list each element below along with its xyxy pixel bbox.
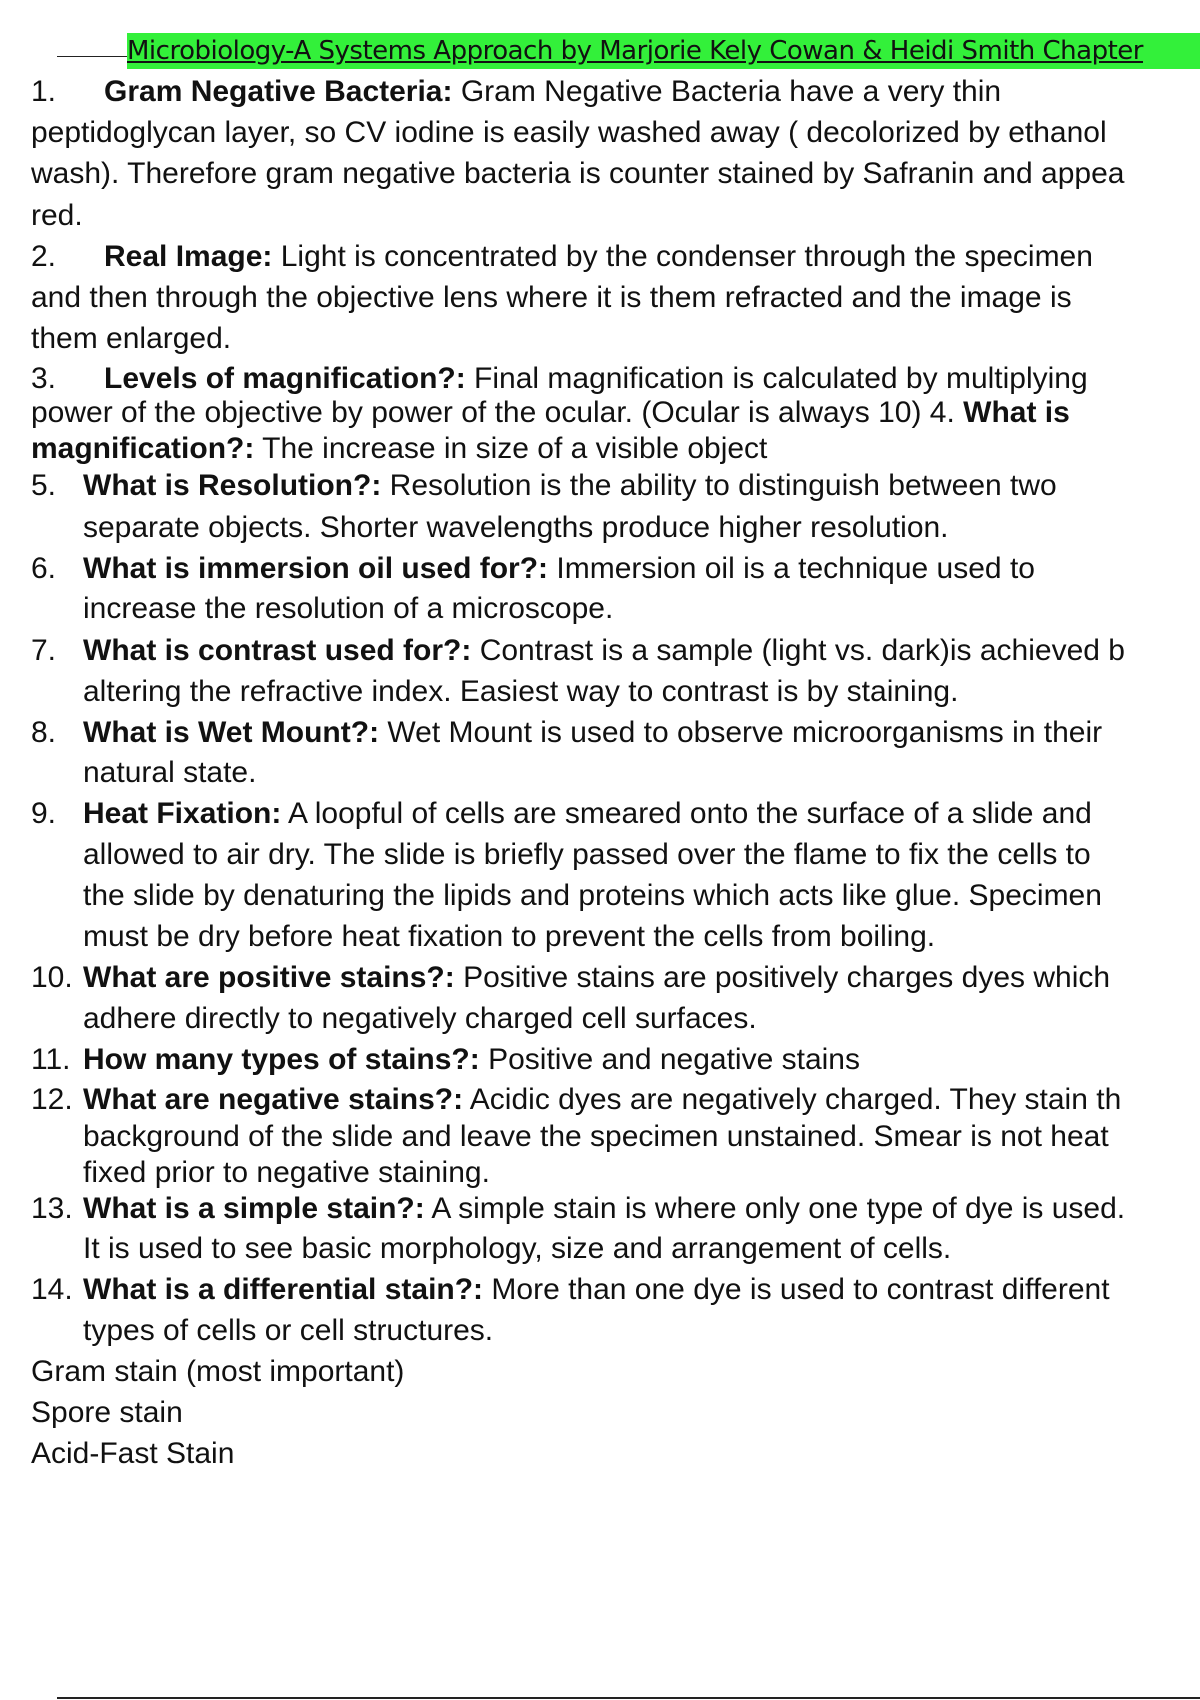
item-number: 1. [31, 75, 57, 108]
item-term: magnification?: [31, 432, 255, 465]
item-text-line: peptidoglycan layer, so CV iodine is easily washed away ( decolorized by ethanol [31, 116, 1107, 149]
item-text: Immersion oil is a technique used to [548, 552, 1035, 585]
item-term: How many types of stains?: [83, 1043, 480, 1076]
item-number: 3. [31, 362, 57, 395]
item-term: What is Wet Mount?: [83, 716, 380, 749]
item-text-line: fixed prior to negative staining. [83, 1156, 490, 1189]
item-text-line: allowed to air dry. The slide is briefly passed over the flame to fix the cells to [83, 838, 1091, 871]
item-text-line: adhere directly to negatively charged cell surfaces. [83, 1002, 757, 1035]
item-text: Wet Mount is used to observe microorganisms in their [379, 716, 1103, 749]
item-term: What is [963, 396, 1070, 429]
item-term: What is immersion oil used for?: [83, 552, 549, 585]
stain-type-gram: Gram stain (most important) [31, 1355, 405, 1388]
item-text-line: natural state. [83, 756, 257, 789]
item-text: More than one dye is used to contrast different [483, 1273, 1110, 1306]
item-text: Positive and negative stains [479, 1043, 860, 1076]
item-text-line [31, 396, 1070, 430]
item-term: What is a simple stain?: [83, 1192, 425, 1225]
stain-type-acid-fast: Acid-Fast Stain [31, 1437, 235, 1470]
item-term: What is a differential stain?: [83, 1273, 484, 1306]
item-text: Final magnification is calculated by multiplying [465, 362, 1088, 395]
item-text: power of the objective by power of the ocular. (Ocular is always 10) 4. [31, 396, 964, 429]
item-number: 10. [31, 961, 73, 994]
document-title: Microbiology-A Systems Approach by Marjorie Kely Cowan & Heidi Smith Chapter [127, 36, 1143, 66]
item-text-line: separate objects. Shorter wavelengths produce higher resolution. [83, 511, 949, 544]
list-item-14 [31, 1273, 1110, 1307]
header-highlight [127, 33, 1200, 69]
item-term: What are positive stains?: [83, 961, 455, 994]
item-number: 7. [31, 634, 57, 667]
item-text: Acidic dyes are negatively charged. They stain th [463, 1083, 1122, 1116]
item-number: 2. [31, 240, 57, 273]
list-item-2 [31, 240, 1093, 274]
list-item-10 [31, 961, 1110, 995]
item-number: 8. [31, 716, 57, 749]
item-text-line: the slide by denaturing the lipids and proteins which acts like glue. Specimen [83, 879, 1102, 912]
item-term: What is Resolution?: [83, 469, 382, 502]
list-item-1 [31, 75, 1001, 109]
item-text-line: types of cells or cell structures. [83, 1314, 494, 1347]
item-text-line: wash). Therefore gram negative bacteria is counter stained by Safranin and appea [31, 157, 1125, 190]
list-item-7 [31, 634, 1125, 668]
item-number: 12. [31, 1083, 73, 1116]
item-text: Light is concentrated by the condenser through the specimen [272, 240, 1093, 273]
list-item-6 [31, 552, 1035, 586]
item-number: 6. [31, 552, 57, 585]
item-text: The increase in size of a visible object [254, 432, 768, 465]
item-text: A simple stain is where only one type of dye is used. [424, 1192, 1126, 1225]
item-term: What are negative stains?: [83, 1083, 464, 1116]
item-text-line: increase the resolution of a microscope. [83, 592, 614, 625]
item-text-line: altering the refractive index. Easiest way to contrast is by staining. [83, 675, 959, 708]
item-text: Contrast is a sample (light vs. dark)is achieved b [471, 634, 1125, 667]
header-rule [57, 56, 127, 57]
item-text: Gram Negative Bacteria have a very thin [452, 75, 1002, 108]
item-text-line: them enlarged. [31, 322, 232, 355]
item-term: Real Image: [104, 240, 273, 273]
item-term: What is contrast used for?: [83, 634, 472, 667]
item-term: Levels of magnification?: [104, 362, 466, 395]
list-item-8 [31, 716, 1102, 750]
item-number: 9. [31, 797, 57, 830]
footer-rule [57, 1697, 1200, 1699]
list-item-13 [31, 1192, 1125, 1226]
item-text-line: It is used to see basic morphology, size and arrangement of cells. [83, 1232, 952, 1265]
item-text-line: background of the slide and leave the specimen unstained. Smear is not heat [83, 1120, 1109, 1153]
list-item-3 [31, 362, 1088, 396]
stain-type-spore: Spore stain [31, 1396, 183, 1429]
list-item-12 [31, 1083, 1121, 1117]
item-text: Positive stains are positively charges dyes which [454, 961, 1111, 994]
item-number: 5. [31, 469, 57, 502]
item-number: 14. [31, 1273, 73, 1306]
item-text: A loopful of cells are smeared onto the surface of a slide and [281, 797, 1092, 830]
item-text-line [31, 432, 767, 466]
list-item-9 [31, 797, 1092, 831]
item-term: Gram Negative Bacteria: [104, 75, 453, 108]
item-term: Heat Fixation: [83, 797, 282, 830]
item-text-line: must be dry before heat fixation to prevent the cells from boiling. [83, 920, 936, 953]
item-text-line: and then through the objective lens where it is them refracted and the image is [31, 281, 1072, 314]
item-text-line: red. [31, 199, 83, 232]
list-item-5 [31, 469, 1057, 503]
list-item-11 [31, 1043, 860, 1077]
item-number: 13. [31, 1192, 73, 1225]
item-number: 11. [31, 1043, 71, 1076]
item-text: Resolution is the ability to distinguish between two [381, 469, 1057, 502]
